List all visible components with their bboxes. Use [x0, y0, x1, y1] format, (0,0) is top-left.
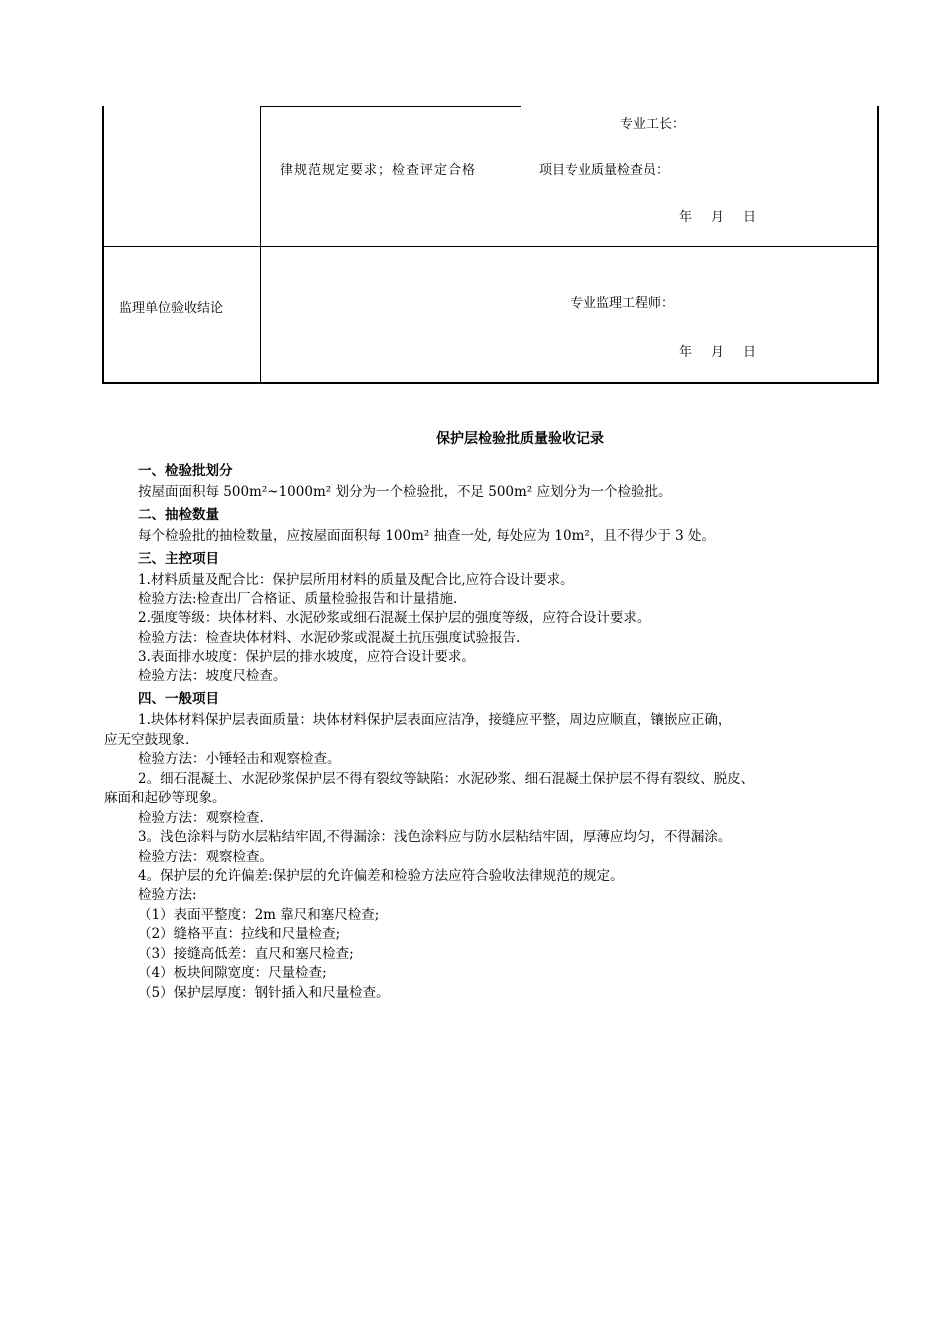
main-control-line: 检验方法：坡度尺检查。 [138, 668, 287, 684]
table-partial-top-line [261, 106, 521, 107]
general-item-1: 1.块体材料保护层表面质量：块体材料保护层表面应洁净，接缝应平整，周边应顺直，镶嵌应正确， [138, 712, 732, 728]
general-item-4: 4。保护层的允许偏差:保护层的允许偏差和检验方法应符合验收法律规范的规定。 [138, 868, 624, 884]
document-title: 保护层检验批质量验收记录 [436, 431, 604, 447]
general-item-3: 3。浅色涂料与防水层粘结牢固,不得漏涂：浅色涂料应与防水层粘结牢固，厚薄应均匀，不得漏涂。 [138, 829, 732, 845]
general-item-2: 2。细石混凝土、水泥砂浆保护层不得有裂纹等缺陷：水泥砂浆、细石混凝土保护层不得有裂纹、脱皮、 [138, 771, 755, 787]
tolerance-check-item: （3）接缝高低差：直尺和塞尺检查; [138, 946, 354, 962]
table-column-divider [260, 106, 261, 383]
general-item-2-cont: 麻面和起砂等现象。 [104, 790, 226, 806]
section-heading-general-items: 四、一般项目 [138, 691, 219, 707]
main-control-line: 检验方法:检查出厂合格证、质量检验报告和计量措施. [138, 591, 458, 607]
tolerance-check-item: （4）板块间隙宽度：尺量检查; [138, 965, 327, 981]
main-control-line: 3.表面排水坡度：保护层的排水坡度，应符合设计要求。 [138, 649, 475, 665]
foreman-label: 专业工长： [620, 117, 686, 132]
general-item-1-cont: 应无空鼓现象. [104, 732, 190, 748]
sampling-text: 每个检验批的抽检数量，应按屋面面积每 100m² 抽查一处, 每处应为 10m²，且不得少于 3 处。 [138, 528, 715, 544]
tolerance-check-item: （5）保护层厚度：钢针插入和尺量检查。 [138, 985, 390, 1001]
evaluation-result-text: 律规范规定要求；检查评定合格 [280, 163, 477, 178]
main-control-line: 2.强度等级：块体材料、水泥砂浆或细石混凝土保护层的强度等级，应符合设计要求。 [138, 610, 651, 626]
quality-inspector-label: 项目专业质量检查员： [539, 163, 670, 178]
table-bottom-border [102, 382, 879, 384]
general-item-3-method: 检验方法：观察检查。 [138, 849, 273, 865]
section-heading-sampling: 二、抽检数量 [138, 507, 219, 523]
supervision-engineer-label: 专业监理工程师： [570, 296, 675, 311]
table-right-border [877, 106, 879, 384]
tolerance-check-item: （1）表面平整度：2m 靠尺和塞尺检查; [138, 907, 380, 923]
supervision-conclusion-heading: 监理单位验收结论 [119, 301, 224, 316]
date-label-row2: 年 月 日 [679, 345, 760, 360]
date-label-row1: 年 月 日 [679, 210, 760, 225]
batch-division-text: 按屋面面积每 500m²~1000m² 划分为一个检验批，不足 500m² 应划分为一个检验批。 [138, 484, 672, 500]
main-control-line: 1.材料质量及配合比：保护层所用材料的质量及配合比,应符合设计要求。 [138, 572, 574, 588]
tolerance-check-item: （2）缝格平直：拉线和尺量检查; [138, 926, 341, 942]
general-item-2-method: 检验方法：观察检查. [138, 810, 264, 826]
main-control-line: 检验方法：检查块体材料、水泥砂浆或混凝土抗压强度试验报告. [138, 630, 521, 646]
general-item-4-method: 检验方法: [138, 887, 197, 903]
table-row-divider [103, 246, 878, 247]
general-item-1-method: 检验方法：小锤轻击和观察检查。 [138, 751, 341, 767]
section-heading-batch-division: 一、检验批划分 [138, 463, 233, 479]
section-heading-main-control: 三、主控项目 [138, 551, 219, 567]
table-left-border [102, 106, 104, 384]
